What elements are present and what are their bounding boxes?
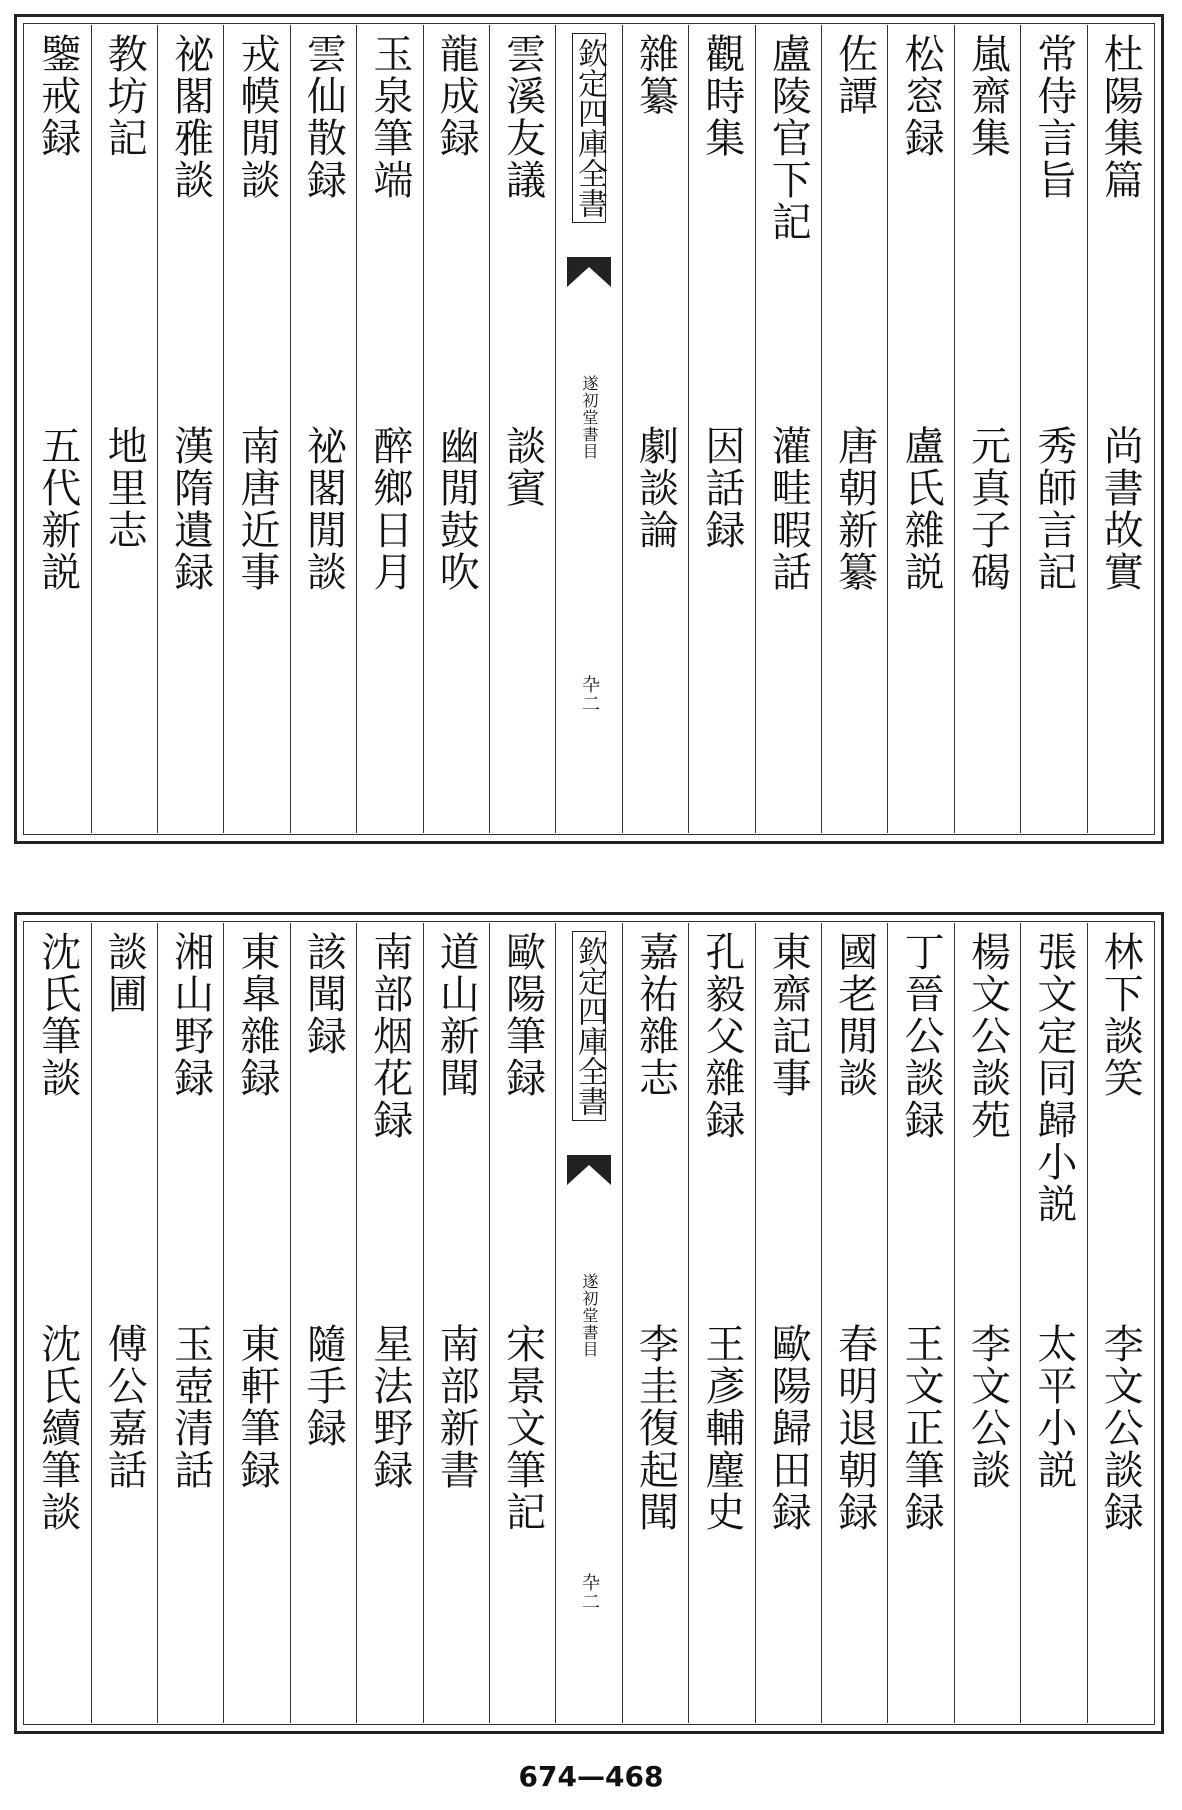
book-title-lower: 尚書故實 [1097,425,1144,593]
gutter-title: 欽定四庫全書 [572,33,606,223]
book-title-upper: 道山新聞 [433,931,480,1099]
text-column [887,25,953,833]
text-column [223,923,289,1723]
folio-number: 卆二 [579,675,601,713]
book-title-lower: 醉鄉日月 [366,425,413,593]
center-gutter [555,923,621,1723]
fishtail-mark-icon [567,257,611,289]
book-title-lower: 南部新書 [433,1323,480,1491]
book-title-upper: 談圃 [101,931,148,1015]
text-column [622,25,688,833]
book-title-lower: 傅公嘉話 [101,1323,148,1491]
text-column [1020,923,1086,1723]
text-column [622,923,688,1723]
book-title-lower: 祕閣閒談 [300,425,347,593]
text-column [688,25,754,833]
book-title-upper: 該聞録 [300,931,347,1057]
book-title-lower: 王彥輔麈史 [698,1323,745,1533]
text-column [157,25,223,833]
book-title-lower: 宋景文筆記 [499,1323,546,1533]
book-title-upper: 林下談笑 [1097,931,1144,1099]
gutter-title: 欽定四庫全書 [572,931,606,1121]
text-column [25,923,90,1723]
text-column [423,923,489,1723]
text-column [821,923,887,1723]
book-title-upper: 沈氏筆談 [34,931,81,1099]
book-title-lower: 談賓 [499,425,546,509]
book-title-upper: 南部烟花録 [366,931,413,1141]
book-title-lower: 歐陽歸田録 [765,1323,812,1533]
book-title-lower: 春明退朝録 [831,1323,878,1533]
book-title-upper: 盧陵官下記 [765,33,812,243]
text-column [290,923,356,1723]
book-title-lower: 王文正筆録 [898,1323,945,1533]
text-column [755,25,821,833]
book-title-lower: 地里志 [101,425,148,551]
book-title-lower: 因話録 [698,425,745,551]
book-title-lower: 星法野録 [366,1323,413,1491]
gutter-book-title: 遂初堂書目 [580,1273,600,1358]
book-title-upper: 龍成録 [433,33,480,159]
book-title-upper: 張文定同歸小説 [1030,931,1077,1225]
book-title-upper: 孔毅父雜録 [698,931,745,1141]
text-column [91,923,157,1723]
book-title-lower: 劇談論 [632,425,679,551]
bottom-page [14,912,1164,1734]
fishtail-mark-icon [567,1155,611,1187]
book-title-upper: 觀時集 [698,33,745,159]
top-page [14,14,1164,844]
text-column [489,25,555,833]
text-column [688,923,754,1723]
book-title-upper: 東臯雜録 [234,931,281,1099]
book-title-upper: 楊文公談苑 [964,931,1011,1141]
text-column [1087,25,1153,833]
text-column [755,923,821,1723]
book-title-lower: 元真子碣 [964,425,1011,593]
text-column [223,25,289,833]
text-column [423,25,489,833]
book-title-lower: 幽閒鼓吹 [433,425,480,593]
book-title-lower: 漢隋遺録 [167,425,214,593]
book-title-upper: 國老閒談 [831,931,878,1099]
text-column [887,923,953,1723]
book-title-lower: 五代新説 [34,425,81,593]
text-column [821,25,887,833]
text-column [25,25,90,833]
book-title-upper: 杜陽集篇 [1097,33,1144,201]
book-title-upper: 嘉祐雜志 [632,931,679,1099]
book-title-lower: 隨手録 [300,1323,347,1449]
book-title-lower: 東軒筆録 [234,1323,281,1491]
book-title-lower: 沈氏續筆談 [34,1323,81,1533]
text-column [1087,923,1153,1723]
book-title-upper: 常侍言旨 [1030,33,1077,201]
text-column [356,25,422,833]
page-number: 674—468 [518,1760,664,1793]
gutter-book-title: 遂初堂書目 [580,375,600,460]
center-gutter [555,25,621,833]
book-title-upper: 湘山野録 [167,931,214,1099]
folio-number: 卆二 [579,1573,601,1611]
book-title-upper: 祕閣雅談 [167,33,214,201]
book-title-lower: 盧氏雜説 [898,425,945,593]
book-title-upper: 歐陽筆録 [499,931,546,1099]
book-title-lower: 玉壺清話 [167,1323,214,1491]
book-title-lower: 李圭復起聞 [632,1323,679,1533]
text-column [91,25,157,833]
book-title-upper: 戎幙閒談 [234,33,281,201]
book-title-upper: 佐譚 [831,33,878,117]
book-title-lower: 灌畦暇話 [765,425,812,593]
book-title-lower: 唐朝新纂 [831,425,878,593]
text-column [954,923,1020,1723]
top-page-columns [25,25,1153,833]
text-column [356,923,422,1723]
book-title-upper: 丁晉公談録 [898,931,945,1141]
text-column [290,25,356,833]
bottom-page-columns [25,923,1153,1723]
book-title-lower: 秀師言記 [1030,425,1077,593]
book-title-upper: 玉泉筆端 [366,33,413,201]
book-title-upper: 教坊記 [101,33,148,159]
text-column [157,923,223,1723]
text-column [489,923,555,1723]
text-column [1020,25,1086,833]
book-title-upper: 雲仙散録 [300,33,347,201]
book-title-upper: 雲溪友議 [499,33,546,201]
book-title-lower: 太平小説 [1030,1323,1077,1491]
book-title-upper: 松窓録 [898,33,945,159]
book-title-upper: 雜纂 [632,33,679,117]
book-title-lower: 南唐近事 [234,425,281,593]
book-title-upper: 嵐齋集 [964,33,1011,159]
text-column [954,25,1020,833]
book-title-lower: 李文公談 [964,1323,1011,1491]
book-title-lower: 李文公談録 [1097,1323,1144,1533]
book-title-upper: 鑒戒録 [34,33,81,159]
book-title-upper: 東齋記事 [765,931,812,1099]
